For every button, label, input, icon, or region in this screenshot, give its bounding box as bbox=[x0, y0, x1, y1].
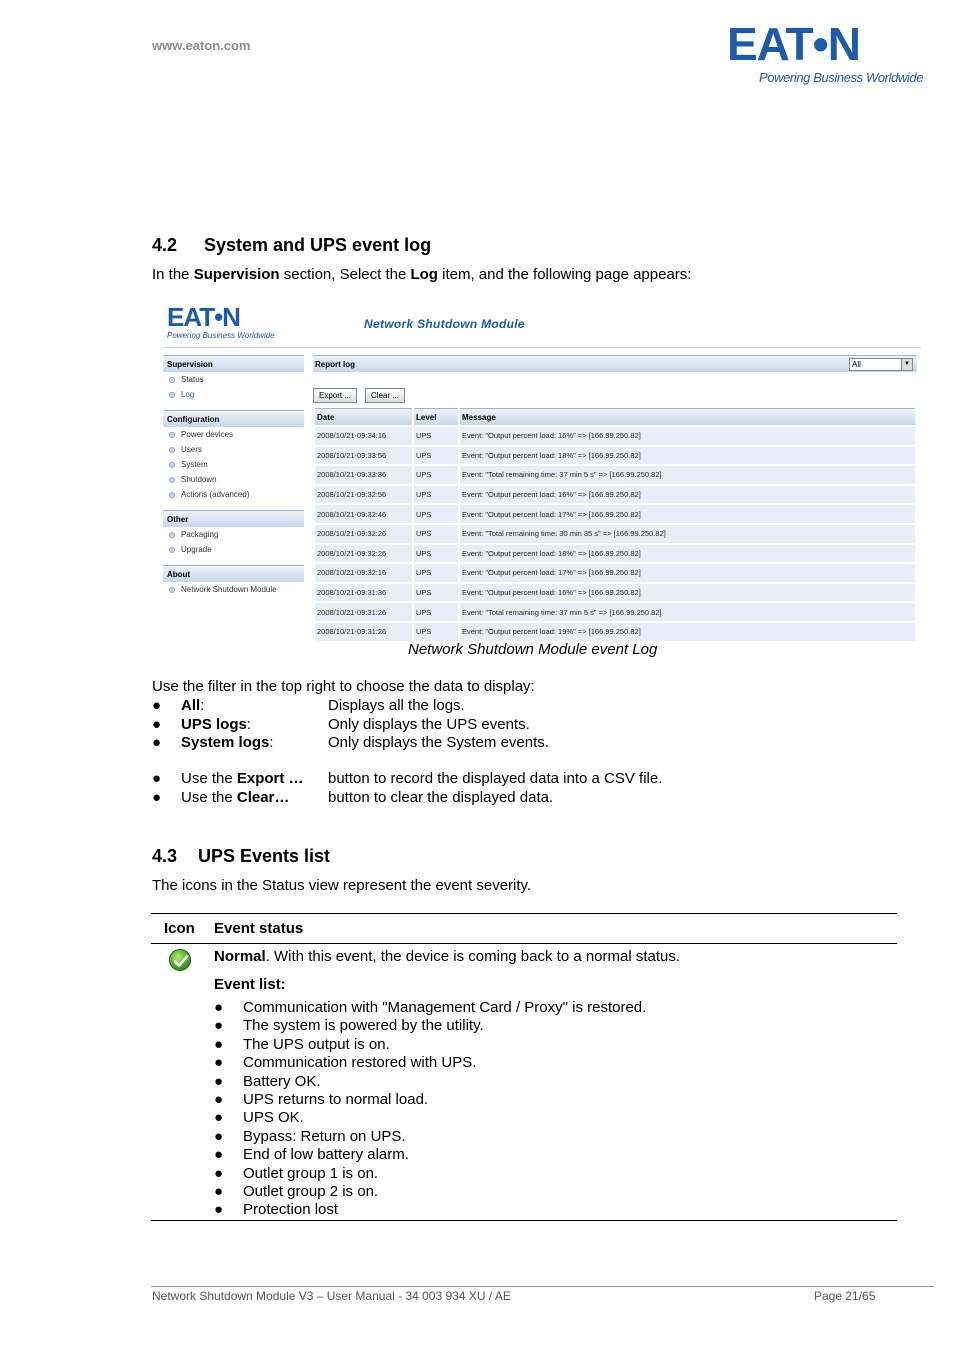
logo-tagline: Powering Business Worldwide bbox=[759, 70, 924, 85]
column-header[interactable]: Date bbox=[315, 408, 412, 425]
bullet-icon bbox=[169, 477, 175, 483]
bullet-icon bbox=[169, 377, 175, 383]
table-cell: 2008/10/21-09:32:46 bbox=[315, 505, 412, 523]
table-cell: Event: "Output percent load: 18%" => [166.99.250.82] bbox=[460, 545, 915, 563]
table-cell: Event: "Total remaining time: 37 min 5 s" => [166.99.250.82] bbox=[460, 603, 915, 621]
export-button[interactable]: Export ... bbox=[313, 388, 357, 403]
bullet-icon: ● bbox=[214, 1091, 224, 1108]
table-cell: 2008/10/21-09:31:36 bbox=[315, 584, 412, 602]
sidebar-group bbox=[163, 355, 304, 402]
event-text: UPS OK. bbox=[243, 1109, 304, 1127]
table-cell: UPS bbox=[414, 564, 458, 582]
bullet-icon: ● bbox=[214, 1127, 224, 1145]
bullet-icon bbox=[169, 462, 175, 468]
table-cell: 2008/10/21-09:32:16 bbox=[315, 564, 412, 582]
table-cell: UPS bbox=[414, 505, 458, 523]
column-header[interactable]: Message bbox=[460, 408, 915, 425]
bullet-icon: ● bbox=[214, 1183, 224, 1200]
event-text: Outlet group 1 is on. bbox=[243, 1164, 379, 1182]
sidebar-item-label: Shutdown bbox=[181, 475, 217, 484]
chevron-down-icon[interactable]: ▼ bbox=[901, 359, 912, 370]
bullet-icon: ● bbox=[214, 1054, 224, 1072]
table-cell: Event: "Output percent load: 16%" => [166.99.250.82] bbox=[460, 427, 915, 445]
bullet-icon bbox=[169, 532, 175, 538]
event-text: UPS returns to normal load. bbox=[243, 1091, 429, 1108]
event-text: Protection lost bbox=[243, 1201, 339, 1219]
figure-caption: Network Shutdown Module event Log bbox=[408, 641, 658, 658]
table-cell: UPS bbox=[414, 466, 458, 484]
filter-description: Displays all the logs. bbox=[328, 697, 465, 714]
table-cell: 2008/10/21-09:32:56 bbox=[315, 486, 412, 504]
logo-wordmark: EAT•N bbox=[727, 18, 860, 70]
table-row bbox=[315, 584, 915, 602]
footer-page-number: Page 21/65 bbox=[814, 1289, 876, 1303]
table-cell: UPS bbox=[414, 525, 458, 543]
sidebar-item-label: Users bbox=[181, 445, 202, 454]
sidebar-group bbox=[163, 410, 304, 502]
bullet-icon: ● bbox=[214, 1164, 224, 1182]
table-cell: UPS bbox=[414, 584, 458, 602]
bullet-icon: ● bbox=[152, 770, 162, 787]
event-text: Communication restored with UPS. bbox=[243, 1054, 477, 1072]
table-row bbox=[315, 505, 915, 523]
sidebar-item-label: Packaging bbox=[181, 530, 219, 539]
table-cell: UPS bbox=[414, 447, 458, 465]
bullet-icon: ● bbox=[152, 697, 162, 714]
table-row bbox=[315, 427, 915, 445]
bullet-icon bbox=[169, 492, 175, 498]
sidebar-group bbox=[163, 565, 304, 597]
app-logo bbox=[167, 304, 275, 340]
table-cell: Event: "Output percent load: 18%" => [166.99.250.82] bbox=[460, 447, 915, 465]
bullet-icon: ● bbox=[214, 999, 224, 1016]
sidebar-item[interactable] bbox=[163, 582, 304, 597]
table-row bbox=[315, 486, 915, 504]
table-row bbox=[315, 466, 915, 484]
table-cell: 2008/10/21-09:33:56 bbox=[315, 447, 412, 465]
table-cell: 2008/10/21-09:31:26 bbox=[315, 623, 412, 641]
table-cell: Event: "Output percent load: 19%" => [166.99.250.82] bbox=[460, 623, 915, 641]
clear-button[interactable]: Clear ... bbox=[365, 388, 405, 403]
sidebar-item-label: Power devices bbox=[181, 430, 234, 439]
bullet-icon bbox=[169, 547, 175, 553]
event-text: End of low battery alarm. bbox=[243, 1146, 409, 1164]
sidebar-item[interactable] bbox=[163, 457, 304, 472]
bullet-icon: ● bbox=[152, 734, 162, 751]
event-text: Battery OK. bbox=[243, 1072, 321, 1090]
filter-label: UPS logs: bbox=[181, 715, 252, 733]
event-text: The UPS output is on. bbox=[243, 1035, 390, 1053]
table-cell: 2008/10/21-09:32:26 bbox=[315, 525, 412, 543]
nsm-screenshot bbox=[163, 300, 921, 643]
sidebar-item[interactable] bbox=[163, 542, 304, 557]
sidebar-item-label: Network Shutdown Module bbox=[181, 585, 277, 594]
sidebar-item-label: System bbox=[181, 460, 208, 469]
table-cell: UPS bbox=[414, 427, 458, 445]
report-header bbox=[313, 355, 917, 372]
button-description: button to record the displayed data into a CSV file. bbox=[328, 770, 663, 787]
bullet-icon bbox=[169, 432, 175, 438]
table-row bbox=[315, 447, 915, 465]
report-panel bbox=[313, 355, 917, 637]
event-text: Outlet group 2 is on. bbox=[243, 1183, 379, 1200]
section-4-3-intro: The icons in the Status view represent the event severity. bbox=[152, 877, 532, 894]
table-cell: Event: "Output percent load: 17%" => [166.99.250.82] bbox=[460, 505, 915, 523]
filter-description: Only displays the UPS events. bbox=[328, 715, 530, 733]
bullet-icon bbox=[169, 392, 175, 398]
table-cell: 2008/10/21-09:32:26 bbox=[315, 545, 412, 563]
button-label: Use the Export … bbox=[181, 770, 304, 787]
table-cell: UPS bbox=[414, 486, 458, 504]
button-description: button to clear the displayed data. bbox=[328, 789, 554, 806]
sidebar-item[interactable] bbox=[163, 487, 304, 502]
table-row bbox=[315, 545, 915, 563]
bullet-icon: ● bbox=[214, 1035, 224, 1053]
filter-label: All: bbox=[181, 697, 205, 714]
bullet-icon: ● bbox=[214, 1109, 224, 1127]
section-4-2-intro: In the Supervision section, Select the Log item, and the following page appears: bbox=[152, 266, 692, 283]
bullet-icon: ● bbox=[214, 1201, 224, 1219]
sidebar-item[interactable] bbox=[163, 387, 304, 402]
table-cell: 2008/10/21-09:31:26 bbox=[315, 603, 412, 621]
header-divider bbox=[163, 347, 921, 348]
bullet-icon bbox=[169, 447, 175, 453]
bullet-icon: ● bbox=[214, 1017, 224, 1035]
event-text: Communication with "Management Card / Proxy" is restored. bbox=[243, 999, 647, 1016]
sidebar-item[interactable] bbox=[163, 527, 304, 542]
normal-description: Normal. With this event, the device is coming back to a normal status. bbox=[214, 948, 681, 965]
bullet-icon: ● bbox=[152, 789, 162, 806]
footer-doc-title: Network Shutdown Module V3 – User Manual - 34 003 934 XU / AE bbox=[152, 1289, 511, 1303]
section-4-2-heading: 4.2 System and UPS event log bbox=[152, 235, 432, 255]
app-title: Network Shutdown Module bbox=[364, 317, 525, 331]
sidebar-item-label: Upgrade bbox=[181, 545, 212, 554]
filter-description: Only displays the System events. bbox=[328, 734, 549, 751]
sidebar-item[interactable] bbox=[163, 372, 304, 387]
sidebar-group-header: Other bbox=[163, 510, 304, 527]
bullet-icon: ● bbox=[214, 1072, 224, 1090]
sidebar-item-label: Status bbox=[181, 375, 204, 384]
log-filter-select[interactable] bbox=[849, 358, 913, 371]
table-row bbox=[315, 564, 915, 582]
table-cell: Event: "Output percent load: 16%" => [166.99.250.82] bbox=[460, 486, 915, 504]
sidebar-item-label: Actions (advanced) bbox=[181, 490, 250, 499]
table-cell: Event: "Total remaining time: 37 min 5 s" => [166.99.250.82] bbox=[460, 466, 915, 484]
table-cell: 2008/10/21-09:33:36 bbox=[315, 466, 412, 484]
filter-intro: Use the filter in the top right to choose the data to display: bbox=[152, 678, 535, 695]
sidebar-group-header: Configuration bbox=[163, 410, 304, 427]
report-title: Report log bbox=[315, 360, 355, 369]
table-row bbox=[315, 603, 915, 621]
sidebar-item-label: Log bbox=[181, 390, 195, 399]
table-cell: UPS bbox=[414, 603, 458, 621]
column-header[interactable]: Level bbox=[414, 408, 458, 425]
normal-status-check-icon bbox=[169, 949, 191, 971]
eaton-logo bbox=[727, 18, 924, 88]
filter-label: System logs: bbox=[181, 734, 274, 751]
sidebar-group bbox=[163, 510, 304, 557]
bullet-icon: ● bbox=[214, 1146, 224, 1164]
table-cell: 2008/10/21-09:34:16 bbox=[315, 427, 412, 445]
table-cell: Event: "Output percent load: 16%" => [166.99.250.82] bbox=[460, 584, 915, 602]
section-4-3-heading: 4.3 UPS Events list bbox=[152, 846, 331, 866]
table-cell: UPS bbox=[414, 545, 458, 563]
event-text: The system is powered by the utility. bbox=[243, 1017, 484, 1035]
sidebar-group-header: Supervision bbox=[163, 355, 304, 372]
app-logo-wordmark: EAT•N bbox=[167, 302, 240, 332]
table-cell: Event: "Total remaining time: 30 min 35 s" => [166.99.250.82] bbox=[460, 525, 915, 543]
bullet-icon: ● bbox=[152, 715, 162, 733]
report-log-table bbox=[313, 406, 917, 643]
table-cell: Event: "Output percent load: 17%" => [166.99.250.82] bbox=[460, 564, 915, 582]
table-row bbox=[315, 623, 915, 641]
sidebar-item[interactable] bbox=[163, 427, 304, 442]
event-list-label: Event list: bbox=[214, 976, 286, 993]
sidebar-item[interactable] bbox=[163, 472, 304, 487]
table-cell: UPS bbox=[414, 623, 458, 641]
filter-value: All bbox=[852, 360, 861, 369]
bullet-icon bbox=[169, 587, 175, 593]
col-event-status: Event status bbox=[214, 920, 304, 937]
event-text: Bypass: Return on UPS. bbox=[243, 1127, 406, 1145]
sidebar-item[interactable] bbox=[163, 442, 304, 457]
col-icon: Icon bbox=[164, 920, 195, 937]
sidebar-group-header: About bbox=[163, 565, 304, 582]
site-url[interactable]: www.eaton.com bbox=[152, 38, 251, 53]
button-label: Use the Clear… bbox=[181, 789, 290, 806]
app-logo-tagline: Powering Business Worldwide bbox=[167, 331, 275, 340]
sidebar bbox=[163, 355, 304, 605]
table-row bbox=[315, 525, 915, 543]
